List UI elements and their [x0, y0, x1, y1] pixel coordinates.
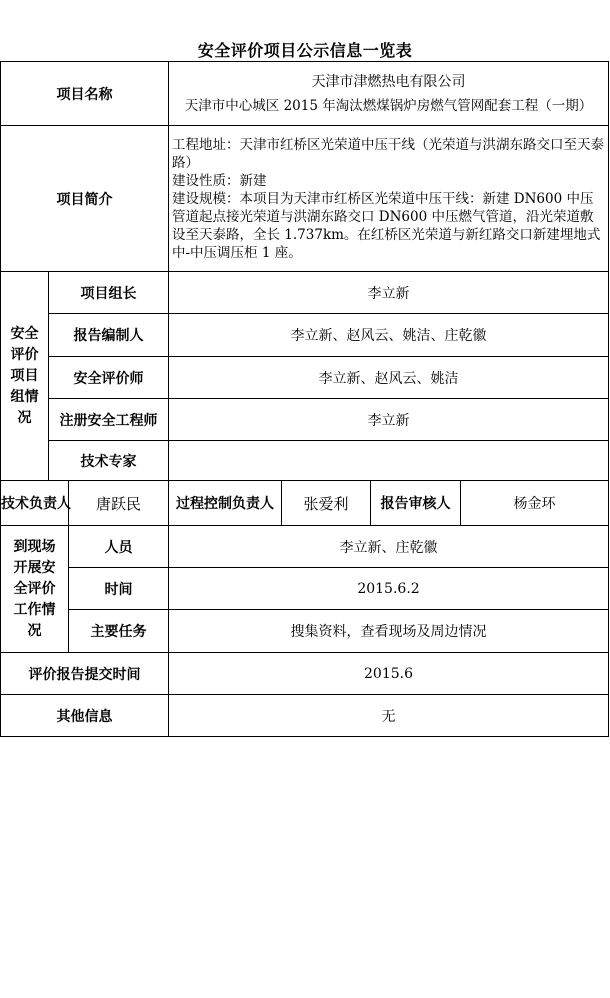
table-row — [1, 126, 609, 272]
project-name-label: 项目名称 — [1, 62, 169, 126]
site-work-group-label-line: 况 — [27, 622, 42, 639]
table-row — [1, 314, 609, 357]
site-personnel-label: 人员 — [69, 526, 169, 568]
project-intro-cell — [169, 126, 609, 272]
team-group-label-line: 况 — [17, 409, 32, 426]
registered-engineer-label: 注册安全工程师 — [49, 399, 169, 441]
site-work-group-label-line: 开展安 — [13, 559, 56, 576]
table-row — [1, 695, 609, 737]
report-reviewer-label: 报告审核人 — [371, 481, 461, 526]
process-control-cell — [169, 481, 371, 526]
intro-address: 工程地址：天津市红桥区光荣道中压干线（光荣道与洪湖东路交口至天泰路） — [172, 136, 604, 171]
site-work-group-label-line: 到现场 — [13, 538, 56, 555]
safety-assessor-label: 安全评价师 — [49, 357, 169, 399]
table-row — [1, 272, 609, 314]
team-group-label-line: 项目 — [10, 367, 39, 384]
intro-nature: 建设性质：新建 — [172, 172, 267, 189]
table-row — [1, 357, 609, 399]
site-work-group-label-line: 工作情 — [13, 601, 56, 618]
team-group-label — [1, 272, 49, 481]
registered-engineer-value: 李立新 — [169, 399, 609, 441]
other-info-value: 无 — [169, 695, 609, 737]
main-task-value: 搜集资料，查看现场及周边情况 — [169, 610, 609, 653]
intro-scale: 建设规模：本项目为天津市红桥区光荣道中压干线：新建 DN600 中压管道起点接光荣道与洪湖东路交口 DN600 中压燃气管道，沿光荣道敷设至天泰路，全长 1.737km。在红桥区光荣道与新红路交口新建埋地式中-中压调压柜 1 座。 — [172, 190, 601, 261]
table-row — [1, 62, 609, 126]
other-info-label: 其他信息 — [1, 695, 169, 737]
table-row — [1, 399, 609, 441]
site-personnel-value: 李立新、庄乾徽 — [169, 526, 609, 568]
report-time-label: 评价报告提交时间 — [1, 653, 169, 695]
table-row — [1, 441, 609, 481]
project-name-cell — [169, 62, 609, 126]
report-writers-value: 李立新、赵风云、姚洁、庄乾徽 — [169, 314, 609, 357]
process-control-label: 过程控制负责人 — [169, 481, 282, 525]
tech-expert-label: 技术专家 — [49, 441, 169, 481]
team-group-label-line: 安全 — [10, 325, 39, 342]
report-writers-label: 报告编制人 — [49, 314, 169, 357]
site-time-label: 时间 — [69, 568, 169, 610]
safety-assessor-value: 李立新、赵风云、姚洁 — [169, 357, 609, 399]
info-table — [0, 61, 609, 737]
tech-lead-label: 技术负责人 — [1, 481, 69, 526]
project-title: 天津市中心城区 2015 年淘汰燃煤锅炉房燃气管网配套工程（一期） — [184, 97, 593, 114]
team-leader-value: 李立新 — [169, 272, 609, 314]
project-intro-label: 项目简介 — [1, 126, 169, 272]
table-row — [1, 568, 609, 610]
team-leader-label: 项目组长 — [49, 272, 169, 314]
process-control-value: 张爱利 — [303, 494, 349, 513]
report-time-value: 2015.6 — [169, 653, 609, 695]
site-time-value: 2015.6.2 — [169, 568, 609, 610]
table-row — [1, 526, 609, 568]
table-row — [1, 610, 609, 653]
table-row — [1, 481, 609, 526]
team-group-label-line: 评价 — [10, 346, 39, 363]
company-name: 天津市津燃热电有限公司 — [311, 73, 466, 90]
site-work-group-label-line: 全评价 — [13, 580, 56, 597]
table-row — [1, 653, 609, 695]
report-reviewer-value: 杨金环 — [461, 481, 609, 526]
tech-expert-value — [169, 441, 609, 481]
page-title: 安全评价项目公示信息一览表 — [197, 41, 413, 60]
tech-lead-value: 唐跃民 — [69, 481, 169, 526]
site-work-group-label — [1, 526, 69, 653]
main-task-label: 主要任务 — [69, 610, 169, 653]
team-group-label-line: 组情 — [10, 388, 39, 405]
